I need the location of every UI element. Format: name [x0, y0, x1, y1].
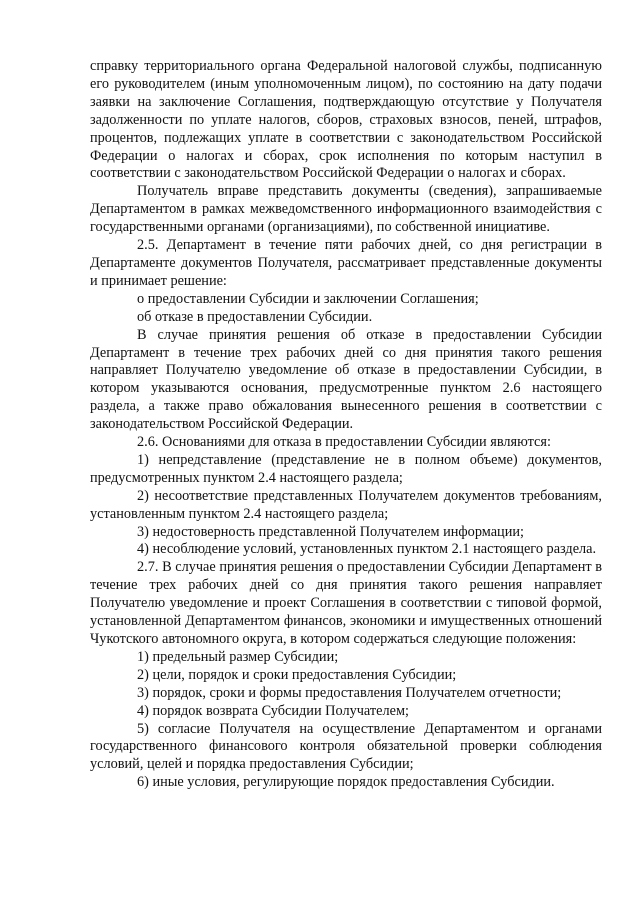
list-item-refusal-1: 1) непредставление (представление не в полном объеме) документов, предусмотренных пунктом 2.4 настоящего раздела;: [90, 451, 602, 486]
list-item-refusal-3: 3) недостоверность представленной Получателем информации;: [137, 523, 524, 540]
document-page: [90, 58, 602, 792]
list-item-provision-3: 3) порядок, сроки и формы предоставления Получателем отчетности;: [137, 684, 562, 701]
paragraph-tax-certificate: справку территориального органа Федеральной налоговой службы, подписанную его руководителем (иным уполномоченным лицом), по состоянию на дату подачи заявки на заключение Соглашения, подтверждающую отсутствие у Получателя задолженности по уплате налогов, сборов, страховых взносов, пеней, штрафов, процентов, подлежащих уплате в соответствии с законодательством Российской Федерации о налогах и сборах, срок исполнения по которым наступил в соответствии с законодательством Российской Федерации о налогах и сборах.: [90, 58, 602, 182]
paragraph-own-initiative: Получатель вправе представить документы (сведения), запрашиваемые Департаментом в рамках межведомственного информационного взаимодействия с государственными органами (организациями), по собственной инициативе.: [90, 183, 602, 236]
list-item-provision-1: 1) предельный размер Субсидии;: [137, 648, 339, 665]
list-item-provision-6: 6) иные условия, регулирующие порядок предоставления Субсидии.: [137, 774, 555, 791]
paragraph-2-7: 2.7. В случае принятия решения о предоставлении Субсидии Департамент в течение трех рабочих дней со дня принятия такого решения направляет Получателю уведомление и проект Соглашения в соответствии с типовой формой, установленной Департаментом финансов, экономики и имущественных отношений Чукотского автономного округа, в котором содержаться следующие положения:: [90, 559, 602, 647]
paragraph-decision-refuse: об отказе в предоставлении Субсидии.: [137, 308, 373, 325]
paragraph-2-5: 2.5. Департамент в течение пяти рабочих дней, со дня регистрации в Департаменте документов Получателя, рассматривает представленные документы и принимает решение:: [90, 237, 602, 289]
paragraph-refusal-notice: В случае принятия решения об отказе в предоставлении Субсидии Департамент в течение трех рабочих дней со дня принятия такого решения направляет Получателю уведомление об отказе в предоставлении Субсидии, в котором указываются основания, предусмотренные пунктом 2.6 настоящего раздела, а также право обжалования вынесенного решения в соответствии с законодательством Российской Федерации.: [90, 326, 602, 433]
paragraph-decision-grant: о предоставлении Субсидии и заключении Соглашения;: [137, 290, 479, 307]
list-item-provision-4: 4) порядок возврата Субсидии Получателем;: [137, 702, 410, 719]
paragraph-2-6: 2.6. Основаниями для отказа в предоставлении Субсидии являются:: [137, 434, 551, 451]
list-item-refusal-2: 2) несоответствие представленных Получателем документов требованиям, установленным пунктом 2.4 настоящего раздела;: [90, 487, 602, 522]
list-item-provision-2: 2) цели, порядок и сроки предоставления Субсидии;: [137, 666, 457, 683]
list-item-provision-5: 5) согласие Получателя на осуществление Департаментом и органами государственного финансового контроля обязательной проверки соблюдения условий, целей и порядка предоставления Субсидии;: [90, 720, 602, 773]
list-item-refusal-4: 4) несоблюдение условий, установленных пунктом 2.1 настоящего раздела.: [137, 541, 597, 558]
